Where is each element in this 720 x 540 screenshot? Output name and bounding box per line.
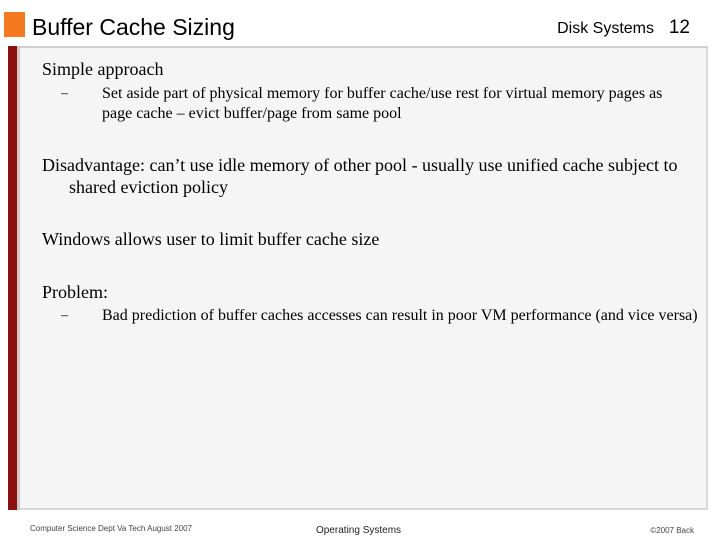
left-accent-bar: [8, 46, 17, 510]
bullet-windows: Windows allows user to limit buffer cache size: [42, 229, 380, 249]
title-accent-square: [4, 12, 25, 37]
left-bar-shadow: [17, 46, 20, 510]
panel-bottom-border: [20, 508, 708, 510]
panel-right-border: [706, 48, 708, 510]
section-label: Disk Systems: [557, 20, 654, 37]
bullet-problem: Problem:: [42, 282, 108, 302]
footer-course: Operating Systems: [316, 525, 402, 536]
slide-title: Buffer Cache Sizing: [32, 14, 235, 40]
sub-bullet-dash: –: [61, 308, 68, 323]
footer-department: Computer Science Dept Va Tech August 2007: [30, 524, 193, 533]
sub-bullet-problem: Bad prediction of buffer caches accesses can result in poor VM performance (and vice versa): [102, 307, 698, 324]
bullet-simple-approach: Simple approach: [42, 59, 164, 79]
footer-copyright: ©2007 Back: [650, 526, 694, 535]
sub-bullet-simple-approach: Set aside part of physical memory for buffer cache/use rest for virtual memory pages as page cache – evict buffer/page from same pool: [102, 85, 663, 122]
sub-bullet-dash: –: [61, 86, 68, 101]
slide-number: 12: [668, 17, 690, 38]
bullet-disadvantage: Disadvantage: can’t use idle memory of other pool - usually use unified cache subject to shared eviction policy: [42, 155, 678, 197]
